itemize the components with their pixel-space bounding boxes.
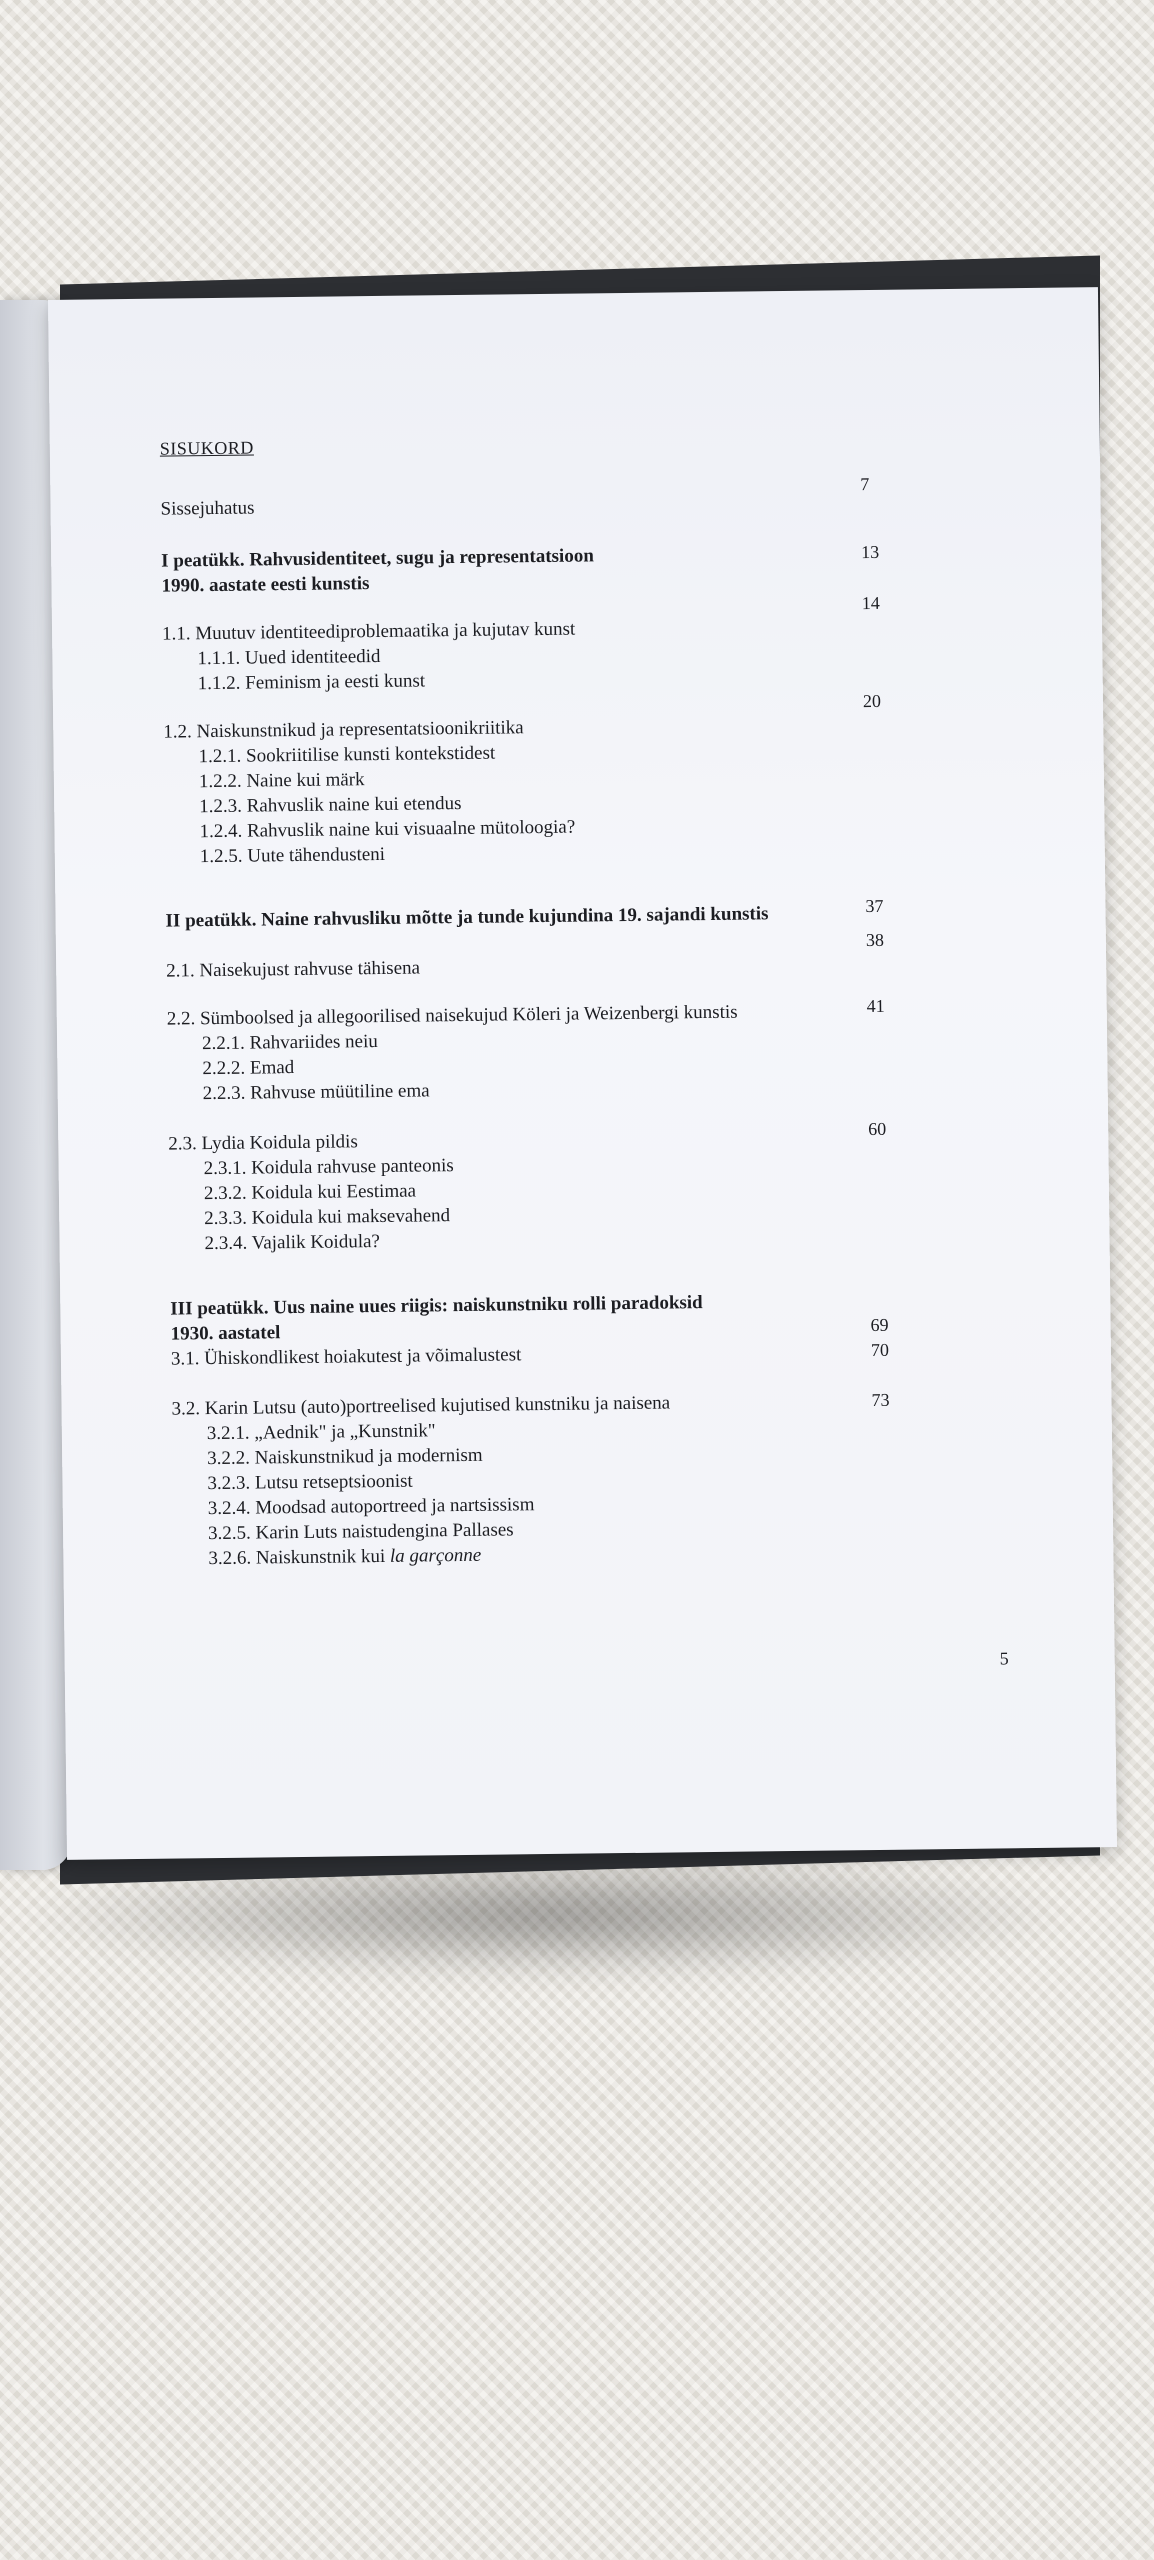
- toc-entry: 3.1. Ühiskondlikest hoiakutest ja võimalustest 70: [170, 1339, 890, 1370]
- toc-heading: SISUKORD: [159, 437, 254, 459]
- toc-subentry: 1.1.1. Uued identiteedid: [197, 645, 381, 670]
- table-of-contents: [159, 430, 900, 1570]
- toc-subentry: 3.2.6. Naiskunstnik kui la garçonne: [208, 1544, 482, 1570]
- toc-subentry: 2.3.3. Koidula kui maksevahend: [204, 1205, 451, 1230]
- toc-subentry: 2.2.3. Rahvuse müütiline ema: [202, 1080, 430, 1105]
- toc-entry: 14 1.1. Muutuv identiteediproblemaatika ja kujutav kunst: [161, 592, 880, 645]
- toc-entry: 38 2.1. Naisekujust rahvuse tähisena: [166, 929, 885, 982]
- toc-page: [48, 287, 1117, 1860]
- toc-subentry: 2.3.2. Koidula kui Eestimaa: [203, 1180, 417, 1205]
- toc-entry: 2.3. Lydia Koidula pildis 60: [168, 1118, 887, 1155]
- toc-subentry: 1.2.2. Naine kui märk: [198, 769, 365, 793]
- toc-subentry: 3.2.5. Karin Luts naistudengina Pallases: [207, 1519, 514, 1545]
- toc-subentry: 3.2.3. Lutsu retseptsioonist: [207, 1470, 413, 1495]
- toc-entry: 3.2. Karin Lutsu (auto)portreelised kujutised kunstniku ja naisena 73: [171, 1389, 890, 1420]
- toc-subentry: 2.3.4. Vajalik Koidula?: [204, 1231, 381, 1255]
- toc-subentry: 3.2.2. Naiskunstnikud ja modernism: [207, 1444, 483, 1470]
- toc-subentry: 1.1.2. Feminism ja eesti kunst: [197, 670, 426, 695]
- toc-chapter: III peatükk. Uus naine uues riigis: naiskunstniku rolli paradoksid: [170, 1292, 703, 1320]
- toc-chapter: II peatükk. Naine rahvusliku mõtte ja tunde kujundina 19. sajandi kunstis 37: [165, 895, 884, 932]
- toc-subentry: 2.2.2. Emad: [202, 1057, 295, 1080]
- toc-subentry: 1.2.5. Uute tähendusteni: [199, 843, 386, 868]
- toc-subentry: 1.2.4. Rahvuslik naine kui visuaalne mütoloogia?: [199, 816, 576, 843]
- toc-chapter: I peatükk. Rahvusidentiteet, sugu ja representatsioon 13: [161, 541, 880, 572]
- toc-subentry: 3.2.4. Moodsad autoportreed ja nartsissism: [207, 1494, 535, 1520]
- toc-chapter-cont: 1930. aastatel 69: [170, 1314, 889, 1345]
- toc-subentry: 2.2.1. Rahvariides neiu: [201, 1031, 378, 1055]
- toc-chapter-cont: 1990. aastate eesti kunstis: [161, 573, 370, 597]
- toc-subentry: 1.2.1. Sookriitilise kunsti kontekstidest: [198, 742, 496, 768]
- toc-subentry: 2.3.1. Koidula rahvuse panteonis: [203, 1155, 454, 1180]
- toc-entry: 7 Sissejuhatus: [160, 473, 870, 520]
- toc-entry: 20 1.2. Naiskunstnikud ja representatsioonikriitika: [163, 690, 882, 743]
- page-number: 5: [999, 1648, 1009, 1669]
- toc-subentry: 1.2.3. Rahvuslik naine kui etendus: [199, 792, 462, 818]
- italic-title: la garçonne: [389, 1544, 482, 1567]
- toc-entry: 2.2. Sümboolsed ja allegoorilised naisekujud Köleri ja Weizenbergi kunstis 41: [166, 995, 885, 1030]
- toc-subentry: 3.2.1. „Aednik" ja „Kunstnik": [206, 1420, 436, 1445]
